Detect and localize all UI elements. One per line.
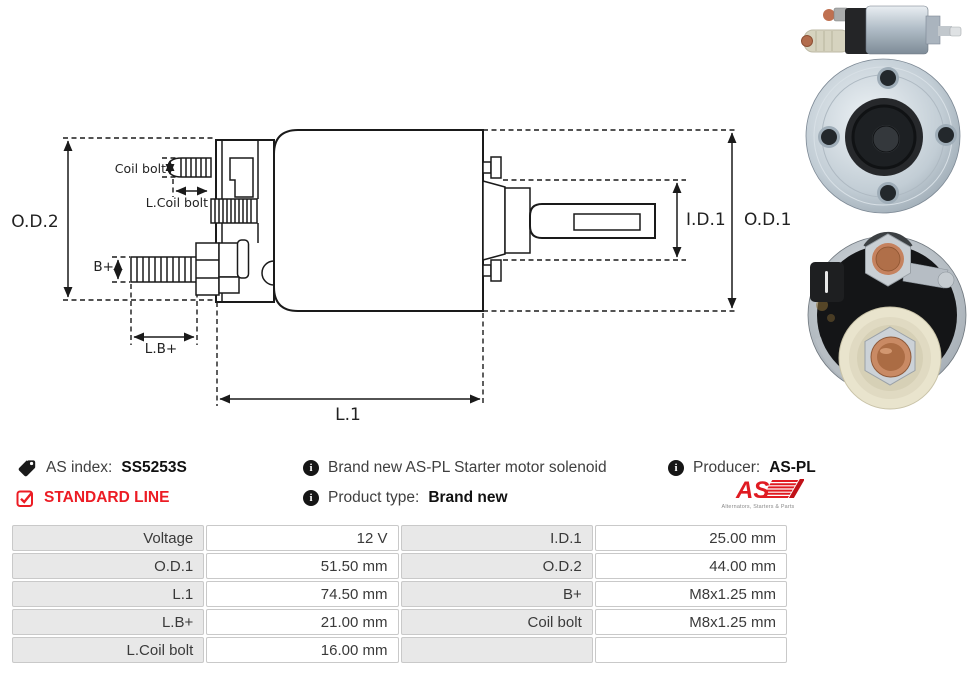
- info-column-index: [16, 458, 187, 518]
- as-index-value: SS5253S: [121, 459, 187, 476]
- producer-label: Producer:: [693, 459, 761, 476]
- spec-value: 44.00 mm: [595, 553, 787, 579]
- info-icon: i: [303, 460, 319, 476]
- logo-text: AS: [736, 477, 770, 504]
- spec-label: O.D.1: [12, 553, 204, 579]
- spec-value: M8x1.25 mm: [595, 609, 787, 635]
- checkbox-checked-icon: [16, 489, 35, 508]
- product-photos[interactable]: [790, 0, 976, 445]
- od2-label: O.D.2: [11, 212, 59, 232]
- id1-label: I.D.1: [686, 210, 726, 230]
- product-type-label: Product type:: [328, 489, 420, 506]
- spec-value: 21.00 mm: [206, 609, 398, 635]
- spec-label: L.B+: [12, 609, 204, 635]
- spec-label: L.1: [12, 581, 204, 607]
- standard-line-row: [16, 488, 187, 508]
- l-coil-bolt-label: L.Coil bolt: [145, 195, 208, 210]
- logo-tagline: Alternators, Starters & Parts: [721, 504, 795, 510]
- product-photo-side[interactable]: [802, 6, 962, 54]
- od1-label: O.D.1: [744, 210, 792, 230]
- spec-label: [401, 637, 593, 663]
- spec-label: Voltage: [12, 525, 204, 551]
- producer-value: AS-PL: [769, 459, 816, 476]
- coil-bolt-label: Coil bolt: [114, 161, 166, 176]
- spec-value: 25.00 mm: [595, 525, 787, 551]
- info-icon: i: [303, 490, 319, 506]
- spec-table: [12, 525, 787, 663]
- l-b-plus-label: L.B+: [144, 341, 178, 357]
- product-type-row: [303, 488, 607, 508]
- l1-label: L.1: [335, 405, 361, 425]
- as-index-label: AS index:: [46, 459, 113, 476]
- as-index-row: [16, 458, 187, 478]
- product-photo-front-flange[interactable]: [806, 59, 960, 213]
- spec-value: 74.50 mm: [206, 581, 398, 607]
- product-type-value: Brand new: [428, 489, 508, 506]
- as-pl-logo: [712, 477, 804, 511]
- description-row: [303, 458, 607, 478]
- spec-label: O.D.2: [401, 553, 593, 579]
- tag-icon: [16, 458, 37, 479]
- spec-value: 16.00 mm: [206, 637, 398, 663]
- standard-line-badge: STANDARD LINE: [44, 489, 170, 506]
- product-description: Brand new AS-PL Starter motor solenoid: [328, 459, 607, 476]
- product-photo-back[interactable]: [808, 234, 966, 409]
- info-icon: i: [668, 460, 684, 476]
- spec-value: 12 V: [206, 525, 398, 551]
- producer-row: [668, 458, 816, 478]
- spec-value: 51.50 mm: [206, 553, 398, 579]
- spec-label: B+: [401, 581, 593, 607]
- spec-label: L.Coil bolt: [12, 637, 204, 663]
- solenoid-cross-section: [131, 130, 655, 311]
- spec-value: [595, 637, 787, 663]
- spec-label: Coil bolt: [401, 609, 593, 635]
- spec-label: I.D.1: [401, 525, 593, 551]
- spec-value: M8x1.25 mm: [595, 581, 787, 607]
- info-column-description: [303, 458, 607, 518]
- b-plus-label: B+: [93, 259, 114, 275]
